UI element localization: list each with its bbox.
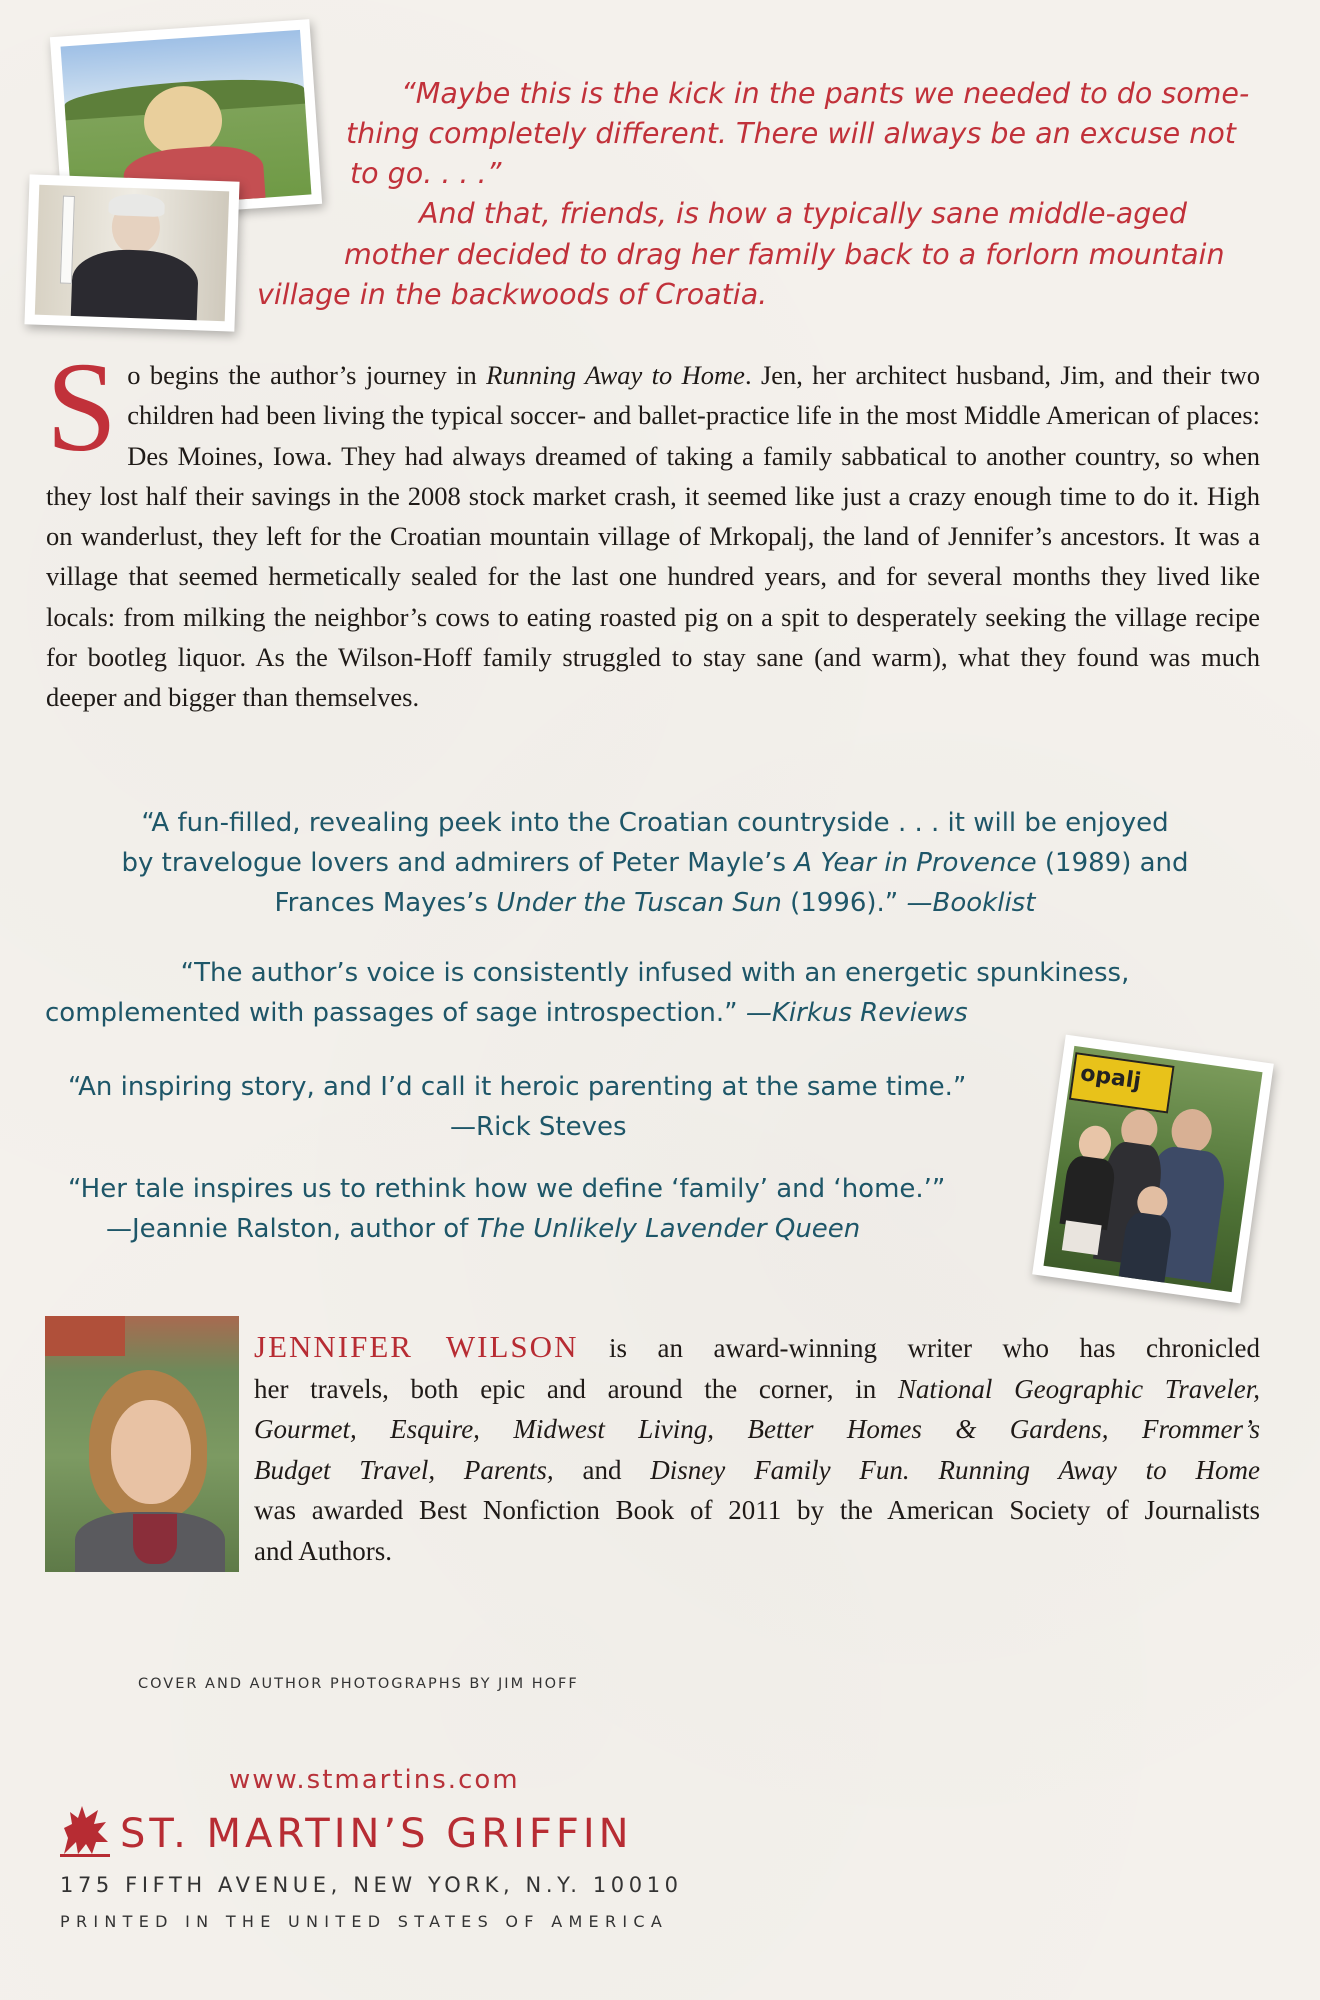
- blurb-rick-steves: [46, 1067, 1046, 1147]
- author-photo: [45, 1316, 239, 1572]
- photo-family-at-sign: [1032, 1035, 1274, 1304]
- opening-quote-line: village in the backwoods of Croatia.: [257, 278, 768, 311]
- opening-quote-line: thing completely different. There will always be an excuse not: [346, 117, 1236, 150]
- opening-quote-line: mother decided to drag her family back to a forlorn mountain: [344, 238, 1225, 271]
- blurb-book-title: A Year in Provence: [794, 848, 1037, 878]
- blurb-line: “The author’s voice is consistently infused with an energetic spunkiness,: [180, 958, 1130, 988]
- bio-text: and Authors.: [254, 1535, 392, 1566]
- griffin-logo-icon: [58, 1798, 112, 1858]
- bio-text: is an award-winning writer who has chronicled: [578, 1333, 1260, 1363]
- book-title: Running Away to Home: [486, 360, 745, 390]
- blurb-text: (1996).”: [781, 888, 907, 918]
- blurb-book-title: The Unlikely Lavender Queen: [476, 1214, 861, 1244]
- bio-text: her travels, both epic and around the corner, in: [254, 1373, 898, 1404]
- blurb-line: “A fun-filled, revealing peek into the Croatian countryside . . . it will be enjoyed: [141, 808, 1169, 838]
- opening-quote-line: And that, friends, is how a typically sane middle-aged: [419, 197, 1187, 230]
- bio-publication: National Geographic Traveler,: [897, 1373, 1260, 1404]
- opening-quote-line: “Maybe this is the kick in the pants we needed to do some-: [401, 77, 1250, 110]
- blurb-line: “Her tale inspires us to rethink how we define ‘family’ and ‘home.’”: [68, 1174, 946, 1204]
- printed-in-note: PRINTED IN THE UNITED STATES OF AMERICA: [60, 1912, 669, 1931]
- blurb-jeannie-ralston: [46, 1169, 1046, 1249]
- blurb-text: (1989) and: [1036, 848, 1189, 878]
- publisher-address: 175 FIFTH AVENUE, NEW YORK, N.Y. 10010: [60, 1873, 683, 1897]
- blurb-booklist: [40, 803, 1270, 923]
- bio-text: was awarded Best Nonfiction Book of 2011 by the American Society of Journalists: [254, 1495, 1260, 1525]
- author-bio: [254, 1327, 1260, 1571]
- photo-credit: COVER AND AUTHOR PHOTOGRAPHS BY JIM HOFF: [138, 1676, 579, 1692]
- blurb-source: —Kirkus Reviews: [745, 998, 968, 1028]
- blurb-text: complemented with passages of sage introspection.”: [45, 998, 746, 1028]
- blurb-text: by travelogue lovers and admirers of Peter Mayle’s: [121, 848, 795, 878]
- opening-quote: [0, 0, 1320, 320]
- village-sign-text: opalj: [1078, 1061, 1143, 1095]
- blurb-line: “An inspiring story, and I’d call it heroic parenting at the same time.”: [68, 1072, 967, 1102]
- blurb-kirkus: [40, 953, 1270, 1033]
- blurb-source: —Jeannie Ralston, author of: [106, 1214, 477, 1244]
- bio-publication: Budget Travel, Parents,: [254, 1454, 554, 1485]
- author-name: JENNIFER WILSON: [254, 1329, 579, 1364]
- drop-cap: S: [46, 336, 118, 478]
- bio-text: and: [553, 1454, 651, 1485]
- blurb-book-title: Under the Tuscan Sun: [496, 888, 782, 918]
- publisher-name: ST. MARTIN’S GRIFFIN: [120, 1811, 633, 1857]
- synopsis-text: o begins the author’s journey in: [127, 360, 487, 390]
- bio-publication: Disney Family Fun. Running Away to Home: [650, 1454, 1260, 1485]
- publisher-url[interactable]: www.stmartins.com: [229, 1765, 520, 1795]
- blurb-source: —Rick Steves: [450, 1112, 627, 1142]
- blurb-text: Frances Mayes’s: [274, 888, 497, 918]
- blurb-source: —Booklist: [906, 888, 1036, 918]
- synopsis: [46, 336, 1260, 718]
- bio-publication: Gourmet, Esquire, Midwest Living, Better Homes & Gardens, Frommer’s: [254, 1414, 1260, 1444]
- opening-quote-line: to go. . . .”: [350, 157, 502, 190]
- synopsis-text: . Jen, her architect husband, Jim, and their two children had been living the typical soccer- and ballet-practice life in the most Middle American of places: Des Moines, Iowa. They had always dreamed of taking a family sabbatical to another country, so when they lost half their savings in the 2008 stock market crash, it seemed like just a crazy enough time to do it. High on wanderlust, they left for the Croatian mountain village of Mrkopalj, the land of Jennifer’s ancestors. It was a village that seemed hermetically sealed for the last one hundred years, and for several months they lived like locals: from milking the neighbor’s cows to eating roasted pig on a spit to desperately seeking the village recipe for bootleg liquor. As the Wilson-Hoff family struggled to stay sane (and warm), what they found was much deeper and bigger than themselves.: [46, 360, 1260, 713]
